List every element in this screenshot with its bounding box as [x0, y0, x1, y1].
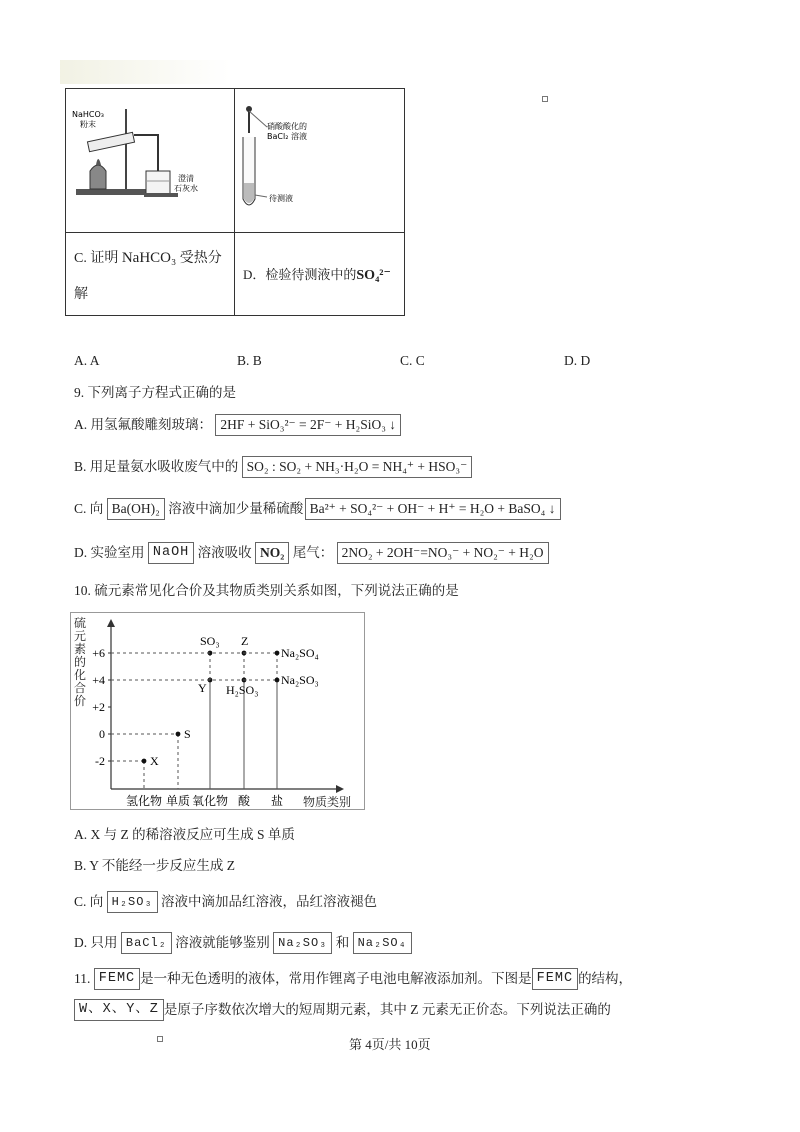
q8-cell-d-apparatus — [235, 89, 405, 233]
q9-d-prefix: D. 实验室用 — [74, 545, 145, 560]
q10-d-and: 和 — [335, 935, 350, 950]
q10-d-formula-2: Na₂SO₃ — [273, 932, 332, 954]
point-label: SO₃ — [200, 634, 220, 648]
label-limewater-2: 石灰水 — [174, 184, 198, 193]
q8-answer-c[interactable]: C. C — [400, 353, 425, 368]
q8-answer-d[interactable]: D. D — [564, 353, 591, 368]
q8-answer-b[interactable]: B. B — [237, 353, 262, 368]
data-point — [275, 678, 280, 683]
x-category-label: 酸 — [237, 794, 251, 808]
label-sample: 待测液 — [269, 194, 293, 203]
label-reagent-2: BaCl₂ 溶液 — [267, 132, 307, 141]
q10-d-formula-1: BaCl₂ — [121, 932, 172, 954]
page-footer: 第 4页/共 10页 — [349, 1037, 431, 1052]
q11-line1-mid: 是一种无色透明的液体，常用作锂离子电池电解液添加剂。下图是 — [140, 971, 532, 986]
q10-stem: 10. 硫元素常见化合价及其物质类别关系如图，下列说法正确的是 — [74, 583, 459, 598]
y-tick-label: +4 — [92, 673, 105, 687]
q9-d-middle: 溶液吸收 — [197, 545, 252, 560]
q10-option-a[interactable]: A. X 与 Z 的稀溶液反应可生成 S 单质 — [74, 827, 295, 842]
graph-ylabel: 硫元素的化合价 — [74, 616, 87, 708]
caption-c-prefix: C. 证明 — [74, 251, 119, 266]
square-mark-top — [542, 96, 548, 102]
x-category-label: 氢化物 — [125, 794, 163, 808]
label-powder-1: NaHCO₃ — [72, 110, 104, 119]
q10-d-middle: 溶液就能够鉴别 — [175, 935, 270, 950]
q10-c-prefix: C. 向 — [74, 894, 104, 909]
square-mark-bottom — [157, 1036, 163, 1042]
q9-b-formula: SO₂ : SO₂ + NH₃·H₂O = NH₄⁺ + HSO₃⁻ — [242, 456, 473, 478]
q9-b-prefix: B. 用足量氨水吸收废气中的 — [74, 459, 239, 474]
q9-option-b[interactable] — [74, 456, 472, 478]
x-category-label: 氧化物 — [191, 794, 229, 808]
x-category-label: 单质 — [165, 794, 191, 808]
point-label: X — [150, 754, 159, 768]
q11-line2-text: 是原子序数依次增大的短周期元素，其中 Z 元素无正价态。下列说法正确的 — [163, 1002, 611, 1017]
y-tick-label: 0 — [99, 727, 105, 741]
point-label: Y — [198, 681, 207, 695]
point-label: Z — [241, 634, 249, 648]
graph-xlabel: 物质类别 — [303, 795, 352, 809]
data-point — [176, 732, 181, 737]
q11-prefix: 11. — [74, 971, 91, 986]
q11-line-1 — [74, 968, 632, 990]
data-point — [142, 759, 147, 764]
q10-c-suffix: 溶液中滴加品红溶液，品红溶液褪色 — [161, 894, 378, 909]
q10-option-d[interactable] — [74, 932, 412, 954]
valence-category-graph — [70, 612, 365, 810]
q11-elements: W、X、Y、Z — [74, 999, 164, 1021]
q11-line1-end: 的结构， — [578, 971, 633, 986]
q11-term: FEMC — [94, 968, 140, 990]
q9-d-formula-1: NaOH — [148, 542, 194, 564]
q9-d-formula-3: 2NO₂ + 2OH⁻=NO₃⁻ + NO₂⁻ + H₂O — [337, 542, 549, 564]
q8-cell-d-caption — [235, 233, 405, 316]
caption-d-prefix: D．检验待测液中的 — [243, 267, 357, 282]
q9-d-formula-2: NO₂ — [255, 542, 289, 564]
q9-option-d[interactable] — [74, 542, 549, 564]
q8-cell-c-apparatus — [66, 89, 235, 233]
test-tube-diagram — [235, 89, 404, 227]
caption-c-suffix-2: 解 — [74, 287, 88, 302]
graph-svg — [71, 613, 364, 809]
q9-a-prefix: A. 用氢氟酸雕刻玻璃： — [74, 417, 212, 432]
label-powder-2: 粉末 — [80, 120, 96, 129]
point-label: S — [184, 727, 191, 741]
q9-stem: 9. 下列离子方程式正确的是 — [74, 385, 236, 400]
caption-c-formula: NaHCO₃ — [121, 250, 177, 266]
q10-d-formula-3: Na₂SO₄ — [353, 932, 412, 954]
q9-a-formula: 2HF + SiO₃²⁻ = 2F⁻ + H₂SiO₃ ↓ — [215, 414, 401, 436]
q8-options-table — [65, 88, 405, 316]
data-point — [275, 651, 280, 656]
caption-d-formula: SO₄²⁻ — [356, 268, 391, 283]
q9-c-prefix: C. 向 — [74, 501, 104, 516]
caption-c-suffix: 受热分 — [179, 251, 222, 266]
q10-option-b[interactable]: B. Y 不能经一步反应生成 Z — [74, 858, 235, 873]
point-label: Na₂SO₄ — [281, 646, 319, 660]
label-limewater-1: 澄清 — [178, 174, 194, 183]
label-reagent-1: 硝酸酸化的 — [267, 122, 307, 131]
y-tick-label: -2 — [95, 754, 105, 768]
watermark-smudge — [60, 60, 230, 84]
q8-answer-a[interactable]: A. A — [74, 353, 100, 368]
q9-d-middle-2: 尾气： — [292, 545, 334, 560]
point-label: Na₂SO₃ — [281, 673, 319, 687]
q10-option-c[interactable] — [74, 891, 377, 913]
q10-d-prefix: D. 只用 — [74, 935, 118, 950]
q9-c-middle: 溶液中滴加少量稀硫酸 — [168, 501, 304, 516]
q8-cell-c-caption — [66, 233, 235, 316]
q9-option-a[interactable] — [74, 414, 401, 436]
y-tick-label: +2 — [92, 700, 105, 714]
heating-apparatus-diagram — [66, 89, 234, 227]
q11-term-2: FEMC — [532, 968, 578, 990]
q9-c-formula-1: Ba(OH)₂ — [107, 498, 165, 520]
q11-line-2 — [74, 999, 611, 1021]
x-category-label: 盐 — [270, 794, 284, 808]
y-tick-label: +6 — [92, 646, 105, 660]
q9-option-c[interactable] — [74, 498, 561, 520]
point-label: H₂SO₃ — [226, 683, 259, 697]
q10-c-formula: H₂SO₃ — [107, 891, 158, 913]
q9-c-formula-2: Ba²⁺ + SO₄²⁻ + OH⁻ + H⁺ = H₂O + BaSO₄ ↓ — [305, 498, 561, 520]
